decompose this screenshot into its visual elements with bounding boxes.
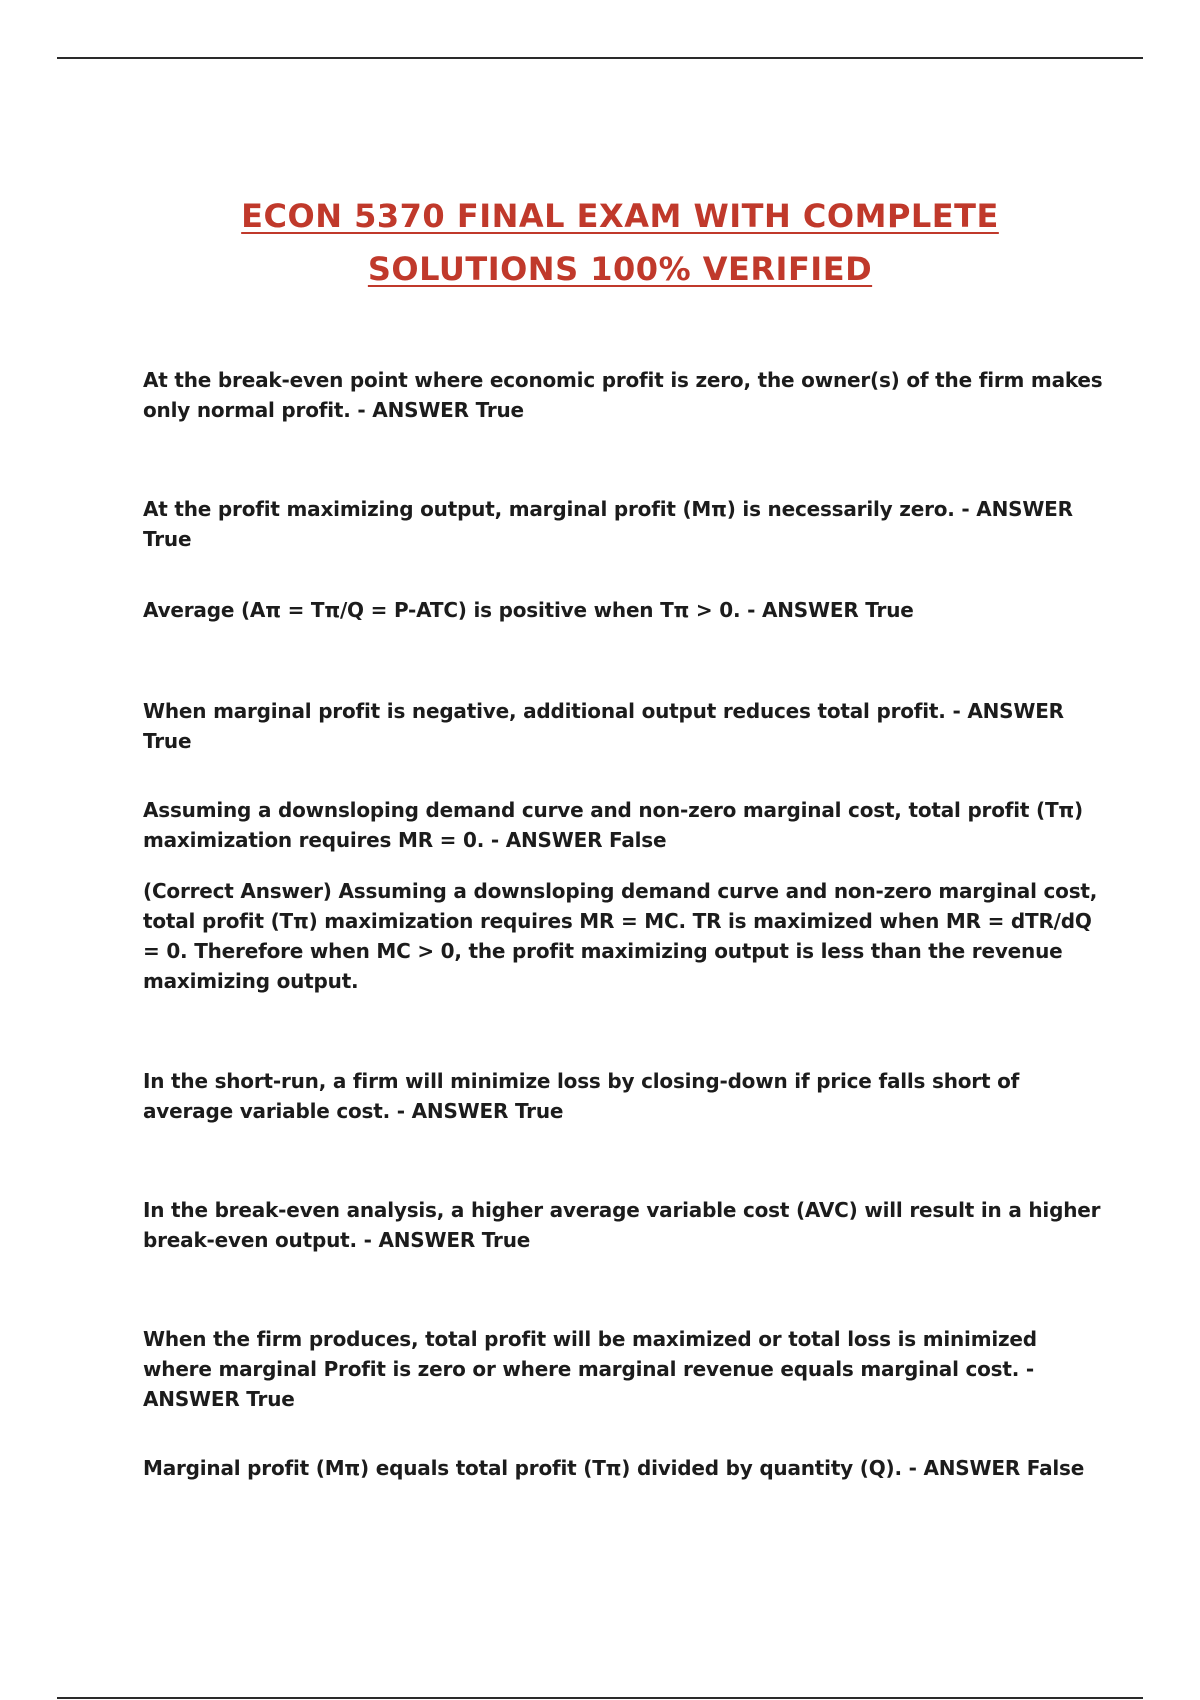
qa-item-6: In the short-run, a firm will minimize loss by closing-down if price falls short of average variable cost. - ANSWER True: [143, 1069, 1020, 1123]
qa-item-4: When marginal profit is negative, additional output reduces total profit. - ANSWER True: [143, 699, 1064, 753]
bottom-rule: [57, 1697, 1143, 1699]
qa-item-5: Assuming a downsloping demand curve and non-zero marginal cost, total profit (Tπ) maximization requires MR = 0. - ANSWER False: [143, 798, 1083, 852]
qa-item-9: Marginal profit (Mπ) equals total profit (Tπ) divided by quantity (Q). - ANSWER False: [143, 1456, 1085, 1480]
qa-item-7: In the break-even analysis, a higher average variable cost (AVC) will result in a higher break-even output. - ANSWER True: [143, 1198, 1101, 1252]
title-line-2: SOLUTIONS 100% VERIFIED: [367, 250, 873, 288]
qa-item-2: At the profit maximizing output, marginal profit (Mπ) is necessarily zero. - ANSWER True: [143, 497, 1073, 551]
qa-item-1: At the break-even point where economic profit is zero, the owner(s) of the firm makes only normal profit. - ANSWER True: [143, 368, 1103, 422]
qa-item-3: Average (Aπ = Tπ/Q = P-ATC) is positive when Tπ > 0. - ANSWER True: [143, 598, 914, 622]
title-line-1: ECON 5370 FINAL EXAM WITH COMPLETE: [241, 197, 999, 235]
top-rule: [57, 57, 1143, 59]
qa-item-5-correct-answer: (Correct Answer) Assuming a downsloping demand curve and non-zero marginal cost, total profit (Tπ) maximization requires MR = MC. TR is maximized when MR = dTR/dQ = 0. Therefore when MC > 0, the profit maximizing output is less than the revenue maximizing output.: [143, 879, 1098, 993]
qa-item-8: When the firm produces, total profit will be maximized or total loss is minimized where marginal Profit is zero or where marginal revenue equals marginal cost. - ANSWER True: [143, 1327, 1037, 1411]
document-title: [0, 190, 1200, 296]
